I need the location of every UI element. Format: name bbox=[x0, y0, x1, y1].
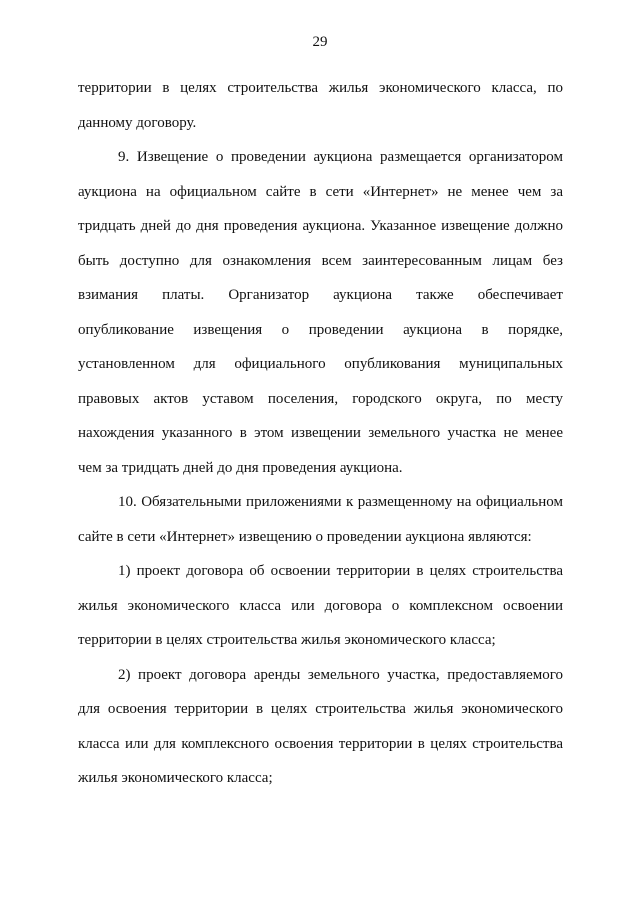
paragraph-subitem-2 bbox=[78, 658, 563, 796]
text-line: для освоения территории в целях строительства жилья экономического bbox=[78, 701, 563, 717]
text-line: аукциона на официальном сайте в сети «Интернет» не менее чем за bbox=[78, 183, 563, 200]
text-line: чем за тридцать дней до дня проведения аукциона. bbox=[78, 459, 403, 476]
paragraph-subitem-1 bbox=[78, 554, 563, 658]
paragraph-item-10 bbox=[78, 485, 563, 554]
paragraph-continuation bbox=[78, 71, 563, 140]
text-line: быть доступно для ознакомления всем заинтересованным лицам без bbox=[78, 252, 563, 269]
text-line: жилья экономического класса или договора о комплексном освоении bbox=[78, 597, 563, 614]
text-line: правовых актов уставом поселения, городского округа, по месту bbox=[78, 390, 563, 407]
text-line: 2) проект договора аренды земельного участка, предоставляемого bbox=[118, 666, 563, 683]
text-line: установленном для официального опубликования муниципальных bbox=[78, 356, 563, 372]
text-line: класса или для комплексного освоения территории в целях строительства bbox=[78, 735, 563, 752]
text-line: нахождения указанного в этом извещении земельного участка не менее bbox=[78, 425, 563, 441]
text-line: взимания платы. Организатор аукциона также обеспечивает bbox=[78, 287, 563, 303]
text-line: 9. Извещение о проведении аукциона размещается организатором bbox=[118, 149, 563, 165]
text-line: тридцать дней до дня проведения аукциона. Указанное извещение должно bbox=[78, 218, 563, 234]
page-number: 29 bbox=[312, 34, 328, 50]
text-line: жилья экономического класса; bbox=[78, 770, 273, 786]
text-line: 1) проект договора об освоении территории в целях строительства bbox=[118, 563, 563, 579]
text-line: данному договору. bbox=[78, 114, 197, 131]
text-line: опубликование извещения о проведении аукциона в порядке, bbox=[78, 321, 563, 338]
text-line: 10. Обязательными приложениями к размещенному на официальном bbox=[118, 494, 563, 510]
paragraph-item-9 bbox=[78, 140, 563, 485]
text-line: сайте в сети «Интернет» извещению о проведении аукциона являются: bbox=[78, 528, 532, 545]
document-body bbox=[78, 71, 563, 796]
text-line: территории в целях строительства жилья экономического класса; bbox=[78, 632, 496, 648]
text-line: территории в целях строительства жилья экономического класса, по bbox=[78, 80, 563, 96]
